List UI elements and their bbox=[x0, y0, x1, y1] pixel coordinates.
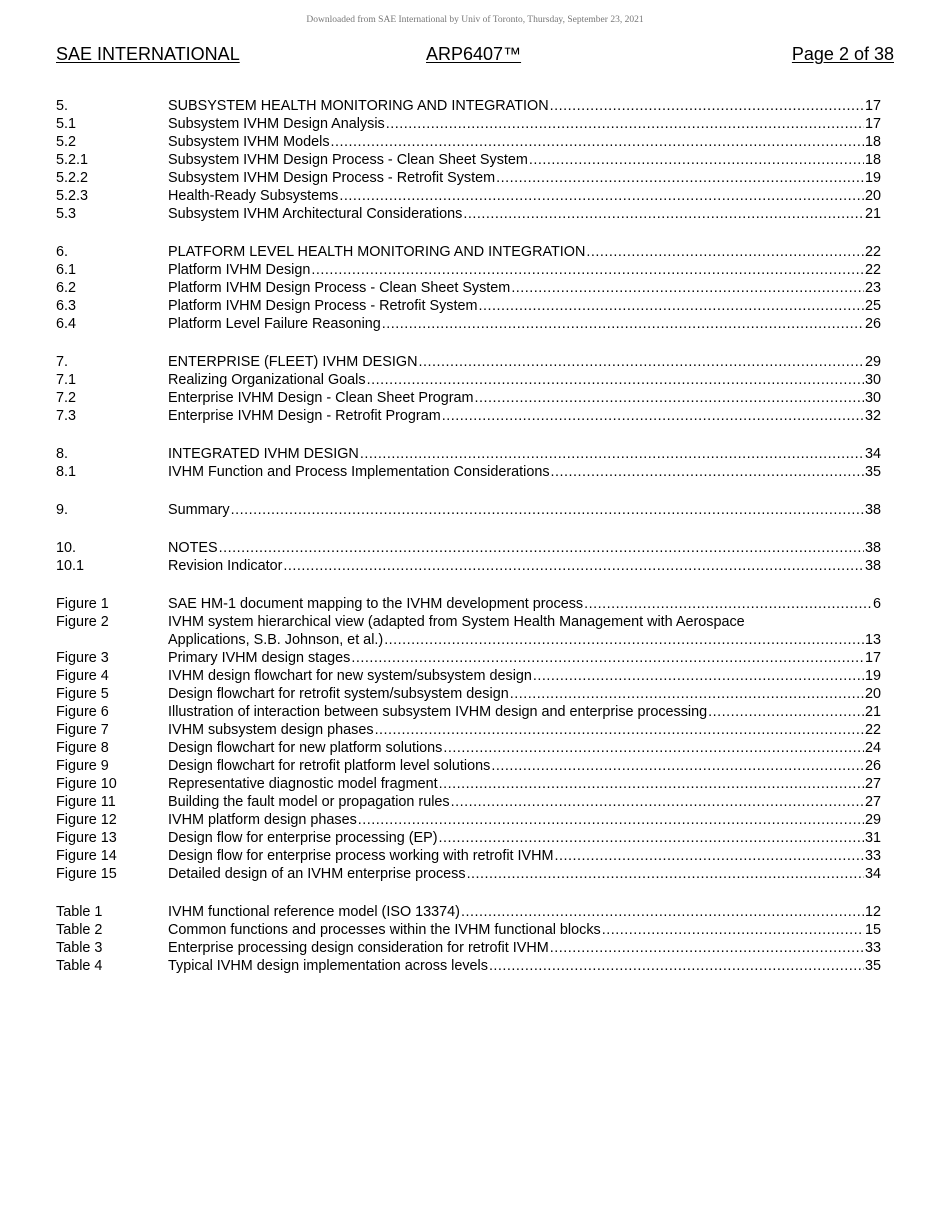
toc-entry-title: Realizing Organizational Goals bbox=[168, 372, 366, 388]
toc-entry[interactable] bbox=[56, 903, 881, 921]
toc-entry[interactable] bbox=[56, 169, 881, 187]
toc-entry-title: Platform Level Failure Reasoning bbox=[168, 316, 381, 332]
dot-leader bbox=[451, 793, 864, 811]
toc-entry-page: 17 bbox=[864, 116, 881, 132]
toc-entry-number: Figure 13 bbox=[56, 830, 117, 846]
toc-entry-title: Applications, S.B. Johnson, et al.) bbox=[168, 632, 384, 648]
toc-entry-title-wrap bbox=[168, 847, 864, 865]
toc-entry-title-wrap bbox=[168, 463, 864, 481]
toc-entry-title-wrap bbox=[168, 371, 864, 389]
toc-entry-number: Figure 10 bbox=[56, 776, 117, 792]
toc-entry-title-wrap bbox=[168, 205, 864, 223]
toc-entry-number: Table 1 bbox=[56, 904, 103, 920]
toc-entry-page: 17 bbox=[864, 650, 881, 666]
toc-entry-page: 33 bbox=[864, 940, 881, 956]
toc-entry-page: 12 bbox=[864, 904, 881, 920]
toc-group bbox=[56, 903, 881, 975]
dot-leader bbox=[386, 115, 864, 133]
toc-entry[interactable] bbox=[56, 371, 881, 389]
toc-entry-number: 6.3 bbox=[56, 298, 77, 314]
toc-entry-title-wrap bbox=[168, 721, 864, 739]
toc-entry[interactable] bbox=[56, 703, 881, 721]
toc-entry-title-wrap bbox=[168, 445, 864, 463]
toc-entry-number: Figure 14 bbox=[56, 848, 117, 864]
toc-entry-page: 33 bbox=[864, 848, 881, 864]
toc-entry[interactable] bbox=[56, 261, 881, 279]
toc-entry-title-wrap bbox=[168, 649, 864, 667]
toc-entry[interactable] bbox=[56, 667, 881, 685]
toc-entry-title: Common functions and processes within the IVHM functional blocks bbox=[168, 922, 601, 938]
toc-entry-number: 8. bbox=[56, 446, 69, 462]
dot-leader bbox=[283, 557, 864, 575]
toc-entry-title: IVHM platform design phases bbox=[168, 812, 357, 828]
dot-leader bbox=[439, 829, 864, 847]
toc-entry-page: 22 bbox=[864, 244, 881, 260]
toc-entry-title: IVHM design flowchart for new system/subsystem design bbox=[168, 668, 532, 684]
toc-entry-title-wrap bbox=[168, 865, 864, 883]
toc-entry-page: 23 bbox=[864, 280, 881, 296]
toc-entry-number: 7. bbox=[56, 354, 69, 370]
dot-leader bbox=[367, 371, 864, 389]
toc-entry-title-wrap bbox=[168, 133, 864, 151]
toc-entry-number: Table 3 bbox=[56, 940, 103, 956]
toc-entry-number: Figure 5 bbox=[56, 686, 109, 702]
toc-entry[interactable] bbox=[56, 847, 881, 865]
toc-entry[interactable] bbox=[56, 775, 881, 793]
toc-group bbox=[56, 539, 881, 575]
dot-leader bbox=[550, 97, 864, 115]
toc-entry-title: Design flow for enterprise processing (EP) bbox=[168, 830, 438, 846]
toc-entry-page: 30 bbox=[864, 390, 881, 406]
dot-leader bbox=[439, 775, 864, 793]
toc-entry-number: Figure 2 bbox=[56, 614, 109, 630]
dot-leader bbox=[443, 739, 864, 757]
toc-entry-title: IVHM Function and Process Implementation Considerations bbox=[168, 464, 550, 480]
toc-entry-title-wrap bbox=[168, 557, 864, 575]
toc-entry-page: 15 bbox=[864, 922, 881, 938]
dot-leader bbox=[467, 865, 864, 883]
toc-entry-number: 7.2 bbox=[56, 390, 77, 406]
dot-leader bbox=[375, 721, 864, 739]
toc-entry-title: IVHM system hierarchical view (adapted from System Health Management with Aerospace bbox=[168, 614, 745, 630]
dot-leader bbox=[219, 539, 864, 557]
download-watermark: Downloaded from SAE International by Univ of Toronto, Thursday, September 23, 2021 bbox=[306, 15, 644, 25]
toc-entry-title-wrap bbox=[168, 279, 864, 297]
document-number: ARP6407™ bbox=[426, 44, 522, 64]
toc-entry-title-wrap bbox=[168, 389, 864, 407]
toc-entry-title-wrap bbox=[168, 501, 864, 519]
dot-leader bbox=[708, 703, 864, 721]
toc-entry-title-wrap bbox=[168, 243, 864, 261]
toc-entry-number: 9. bbox=[56, 502, 69, 518]
toc-entry-title: Subsystem IVHM Design Process - Clean Sheet System bbox=[168, 152, 528, 168]
toc-entry-title: Design flowchart for new platform solutions bbox=[168, 740, 443, 756]
toc-group bbox=[56, 97, 881, 223]
toc-entry-title-wrap bbox=[168, 261, 864, 279]
toc-entry-title: Building the fault model or propagation rules bbox=[168, 794, 450, 810]
toc-entry-number bbox=[56, 631, 168, 649]
toc-entry-title: SAE HM-1 document mapping to the IVHM development process bbox=[168, 596, 584, 612]
toc-entry-title-wrap bbox=[168, 921, 864, 939]
toc-entry-number: 7.3 bbox=[56, 408, 77, 424]
dot-leader bbox=[351, 649, 864, 667]
dot-leader bbox=[358, 811, 864, 829]
toc-entry-page: 20 bbox=[864, 686, 881, 702]
toc-entry-page: 17 bbox=[864, 98, 881, 114]
toc-entry-page: 26 bbox=[864, 758, 881, 774]
toc-entry-title: Design flow for enterprise process working with retrofit IVHM bbox=[168, 848, 554, 864]
dot-leader bbox=[384, 631, 864, 649]
toc-entry-title: INTEGRATED IVHM DESIGN bbox=[168, 446, 359, 462]
toc-entry-title: Platform IVHM Design bbox=[168, 262, 311, 278]
dot-leader bbox=[331, 133, 864, 151]
toc-entry-title-wrap bbox=[168, 407, 864, 425]
toc-entry-page: 21 bbox=[864, 206, 881, 222]
toc-entry-title: Representative diagnostic model fragment bbox=[168, 776, 438, 792]
toc-entry[interactable] bbox=[56, 939, 881, 957]
toc-entry-title: Platform IVHM Design Process - Retrofit System bbox=[168, 298, 478, 314]
toc-entry-page: 24 bbox=[864, 740, 881, 756]
toc-entry-title: Subsystem IVHM Models bbox=[168, 134, 330, 150]
dot-leader bbox=[584, 595, 872, 613]
toc-entry-number: 10. bbox=[56, 540, 77, 556]
toc-entry[interactable] bbox=[56, 407, 881, 425]
toc-entry-title: Platform IVHM Design Process - Clean Sheet System bbox=[168, 280, 511, 296]
toc-entry-number: 5.2 bbox=[56, 134, 77, 150]
toc-entry-number: 5. bbox=[56, 98, 69, 114]
dot-leader bbox=[496, 169, 864, 187]
toc-entry-title-wrap bbox=[168, 811, 864, 829]
toc-entry-title-wrap bbox=[168, 957, 864, 975]
toc-entry[interactable] bbox=[56, 353, 881, 371]
toc-entry-title-wrap bbox=[168, 151, 864, 169]
toc-entry-number: 5.1 bbox=[56, 116, 77, 132]
dot-leader bbox=[489, 957, 864, 975]
toc-entry[interactable] bbox=[56, 97, 881, 115]
toc-entry-page: 35 bbox=[864, 464, 881, 480]
toc-entry-number: 7.1 bbox=[56, 372, 77, 388]
toc-entry-number: Table 4 bbox=[56, 958, 103, 974]
toc-entry-page: 29 bbox=[864, 354, 881, 370]
toc-entry-title: Subsystem IVHM Design Analysis bbox=[168, 116, 385, 132]
dot-leader bbox=[463, 205, 864, 223]
toc-entry-title-wrap bbox=[168, 829, 864, 847]
toc-entry-title: IVHM functional reference model (ISO 13374) bbox=[168, 904, 460, 920]
toc-entry-title-wrap bbox=[168, 685, 864, 703]
toc-entry-title-wrap bbox=[168, 631, 864, 649]
toc-entry-page: 19 bbox=[864, 668, 881, 684]
toc-entry-page: 31 bbox=[864, 830, 881, 846]
toc-entry-number: Figure 15 bbox=[56, 866, 117, 882]
toc-entry-title: Primary IVHM design stages bbox=[168, 650, 351, 666]
toc-entry[interactable] bbox=[56, 739, 881, 757]
toc-entry-title-wrap bbox=[168, 539, 864, 557]
toc-entry-title: NOTES bbox=[168, 540, 218, 556]
toc-entry[interactable] bbox=[56, 829, 881, 847]
toc-entry-page: 38 bbox=[864, 540, 881, 556]
toc-entry-number: 5.2.3 bbox=[56, 188, 89, 204]
toc-entry-page: 20 bbox=[864, 188, 881, 204]
table-of-contents bbox=[56, 97, 881, 995]
toc-entry-page: 26 bbox=[864, 316, 881, 332]
toc-group bbox=[56, 501, 881, 519]
dot-leader bbox=[554, 847, 864, 865]
toc-entry-title-wrap bbox=[168, 115, 864, 133]
toc-entry-page: 38 bbox=[864, 502, 881, 518]
toc-entry-page: 13 bbox=[864, 632, 881, 648]
toc-entry[interactable] bbox=[56, 187, 881, 205]
toc-entry-title: Enterprise IVHM Design - Clean Sheet Program bbox=[168, 390, 474, 406]
toc-entry-number: 5.2.1 bbox=[56, 152, 89, 168]
toc-entry-title: Design flowchart for retrofit platform level solutions bbox=[168, 758, 491, 774]
toc-entry-title-wrap bbox=[168, 613, 880, 631]
toc-entry-title-wrap bbox=[168, 739, 864, 757]
toc-entry[interactable] bbox=[56, 297, 881, 315]
dot-leader bbox=[442, 407, 864, 425]
dot-leader bbox=[529, 151, 864, 169]
toc-entry-page: 35 bbox=[864, 958, 881, 974]
toc-entry-page: 34 bbox=[864, 866, 881, 882]
toc-entry-page: 22 bbox=[864, 722, 881, 738]
toc-entry-number: Figure 9 bbox=[56, 758, 109, 774]
toc-entry[interactable] bbox=[56, 811, 881, 829]
dot-leader bbox=[382, 315, 864, 333]
page-header bbox=[56, 44, 894, 66]
toc-entry-number: 10.1 bbox=[56, 558, 85, 574]
toc-entry-page: 6 bbox=[872, 596, 881, 612]
dot-leader bbox=[533, 667, 864, 685]
toc-entry-page: 21 bbox=[864, 704, 881, 720]
dot-leader bbox=[311, 261, 864, 279]
dot-leader bbox=[510, 685, 864, 703]
toc-entry-page: 19 bbox=[864, 170, 881, 186]
toc-entry[interactable] bbox=[56, 115, 881, 133]
toc-entry-title: Enterprise IVHM Design - Retrofit Program bbox=[168, 408, 441, 424]
toc-entry-page: 22 bbox=[864, 262, 881, 278]
toc-entry-number: 5.3 bbox=[56, 206, 77, 222]
toc-entry[interactable] bbox=[56, 501, 881, 519]
toc-entry-title: Design flowchart for retrofit system/subsystem design bbox=[168, 686, 509, 702]
toc-entry-title-wrap bbox=[168, 315, 864, 333]
toc-entry-title-wrap bbox=[168, 939, 864, 957]
toc-entry[interactable] bbox=[56, 649, 881, 667]
toc-group bbox=[56, 595, 881, 883]
toc-entry-title: Enterprise processing design consideration for retrofit IVHM bbox=[168, 940, 549, 956]
toc-group bbox=[56, 353, 881, 425]
toc-entry-title: Health-Ready Subsystems bbox=[168, 188, 339, 204]
toc-entry-number: 6.1 bbox=[56, 262, 77, 278]
toc-entry-number: 8.1 bbox=[56, 464, 77, 480]
toc-entry-title-wrap bbox=[168, 903, 864, 921]
toc-entry-number: Figure 6 bbox=[56, 704, 109, 720]
toc-entry[interactable] bbox=[56, 539, 881, 557]
toc-entry-title: Illustration of interaction between subsystem IVHM design and enterprise processing bbox=[168, 704, 708, 720]
toc-entry[interactable] bbox=[56, 205, 881, 223]
toc-entry-number: Figure 7 bbox=[56, 722, 109, 738]
toc-entry[interactable] bbox=[56, 757, 881, 775]
toc-entry-page: 27 bbox=[864, 776, 881, 792]
toc-entry-number: Figure 8 bbox=[56, 740, 109, 756]
toc-entry[interactable] bbox=[56, 315, 881, 333]
toc-entry-title: Revision Indicator bbox=[168, 558, 283, 574]
toc-entry-title-wrap bbox=[168, 775, 864, 793]
toc-entry-title-wrap bbox=[168, 667, 864, 685]
toc-entry-title-wrap bbox=[168, 703, 864, 721]
toc-entry-page: 30 bbox=[864, 372, 881, 388]
toc-entry-page bbox=[880, 613, 881, 631]
dot-leader bbox=[551, 463, 864, 481]
toc-entry-title-wrap bbox=[168, 793, 864, 811]
toc-entry[interactable] bbox=[56, 793, 881, 811]
toc-entry-title-wrap bbox=[168, 353, 864, 371]
toc-entry-title: Detailed design of an IVHM enterprise process bbox=[168, 866, 466, 882]
dot-leader bbox=[602, 921, 864, 939]
toc-entry-title: SUBSYSTEM HEALTH MONITORING AND INTEGRATION bbox=[168, 98, 549, 114]
toc-entry[interactable] bbox=[56, 631, 881, 649]
toc-entry-title: Typical IVHM design implementation across levels bbox=[168, 958, 488, 974]
dot-leader bbox=[360, 445, 864, 463]
dot-leader bbox=[491, 757, 864, 775]
toc-entry[interactable] bbox=[56, 463, 881, 481]
dot-leader bbox=[550, 939, 864, 957]
toc-entry-page: 25 bbox=[864, 298, 881, 314]
toc-entry-page: 32 bbox=[864, 408, 881, 424]
toc-entry-title: Summary bbox=[168, 502, 230, 518]
toc-entry-page: 18 bbox=[864, 152, 881, 168]
toc-entry-number: Figure 4 bbox=[56, 668, 109, 684]
toc-entry[interactable] bbox=[56, 865, 881, 883]
toc-entry[interactable] bbox=[56, 133, 881, 151]
toc-entry[interactable] bbox=[56, 595, 881, 613]
toc-entry-number: 6.4 bbox=[56, 316, 77, 332]
toc-entry-number: Figure 3 bbox=[56, 650, 109, 666]
toc-entry[interactable] bbox=[56, 957, 881, 975]
toc-entry[interactable] bbox=[56, 445, 881, 463]
dot-leader bbox=[475, 389, 864, 407]
toc-entry[interactable] bbox=[56, 243, 881, 261]
toc-entry-page: 34 bbox=[864, 446, 881, 462]
page-indicator: Page 2 of 38 bbox=[791, 44, 894, 64]
toc-entry[interactable] bbox=[56, 151, 881, 169]
toc-entry-number: Table 2 bbox=[56, 922, 103, 938]
toc-entry-title-wrap bbox=[168, 297, 864, 315]
toc-group bbox=[56, 243, 881, 333]
toc-entry-title: Subsystem IVHM Design Process - Retrofit System bbox=[168, 170, 496, 186]
toc-entry[interactable] bbox=[56, 557, 881, 575]
toc-entry[interactable] bbox=[56, 921, 881, 939]
toc-entry-title: Subsystem IVHM Architectural Considerations bbox=[168, 206, 463, 222]
toc-entry-title-wrap bbox=[168, 757, 864, 775]
toc-entry-number: 6.2 bbox=[56, 280, 77, 296]
toc-entry-page: 18 bbox=[864, 134, 881, 150]
dot-leader bbox=[231, 501, 864, 519]
toc-entry-title-wrap bbox=[168, 97, 864, 115]
toc-entry-title-wrap bbox=[168, 187, 864, 205]
toc-entry-page: 29 bbox=[864, 812, 881, 828]
toc-entry-number: 6. bbox=[56, 244, 69, 260]
toc-entry-title-wrap bbox=[168, 595, 872, 613]
toc-entry-title: ENTERPRISE (FLEET) IVHM DESIGN bbox=[168, 354, 418, 370]
toc-entry-title: PLATFORM LEVEL HEALTH MONITORING AND INTEGRATION bbox=[168, 244, 586, 260]
toc-entry-title: IVHM subsystem design phases bbox=[168, 722, 374, 738]
dot-leader bbox=[478, 297, 864, 315]
toc-entry-number: Figure 11 bbox=[56, 794, 116, 810]
toc-entry[interactable] bbox=[56, 685, 881, 703]
toc-entry[interactable] bbox=[56, 279, 881, 297]
toc-entry-number: Figure 1 bbox=[56, 596, 109, 612]
publisher-name: SAE INTERNATIONAL bbox=[56, 44, 240, 64]
toc-entry[interactable] bbox=[56, 389, 881, 407]
toc-group bbox=[56, 445, 881, 481]
toc-entry-number: Figure 12 bbox=[56, 812, 117, 828]
toc-entry-page: 38 bbox=[864, 558, 881, 574]
toc-entry-title-wrap bbox=[168, 169, 864, 187]
dot-leader bbox=[418, 353, 864, 371]
toc-entry-number: 5.2.2 bbox=[56, 170, 89, 186]
dot-leader bbox=[511, 279, 864, 297]
dot-leader bbox=[586, 243, 864, 261]
dot-leader bbox=[461, 903, 864, 921]
toc-entry[interactable] bbox=[56, 613, 881, 631]
dot-leader bbox=[339, 187, 864, 205]
toc-entry-page: 27 bbox=[864, 794, 881, 810]
toc-entry[interactable] bbox=[56, 721, 881, 739]
